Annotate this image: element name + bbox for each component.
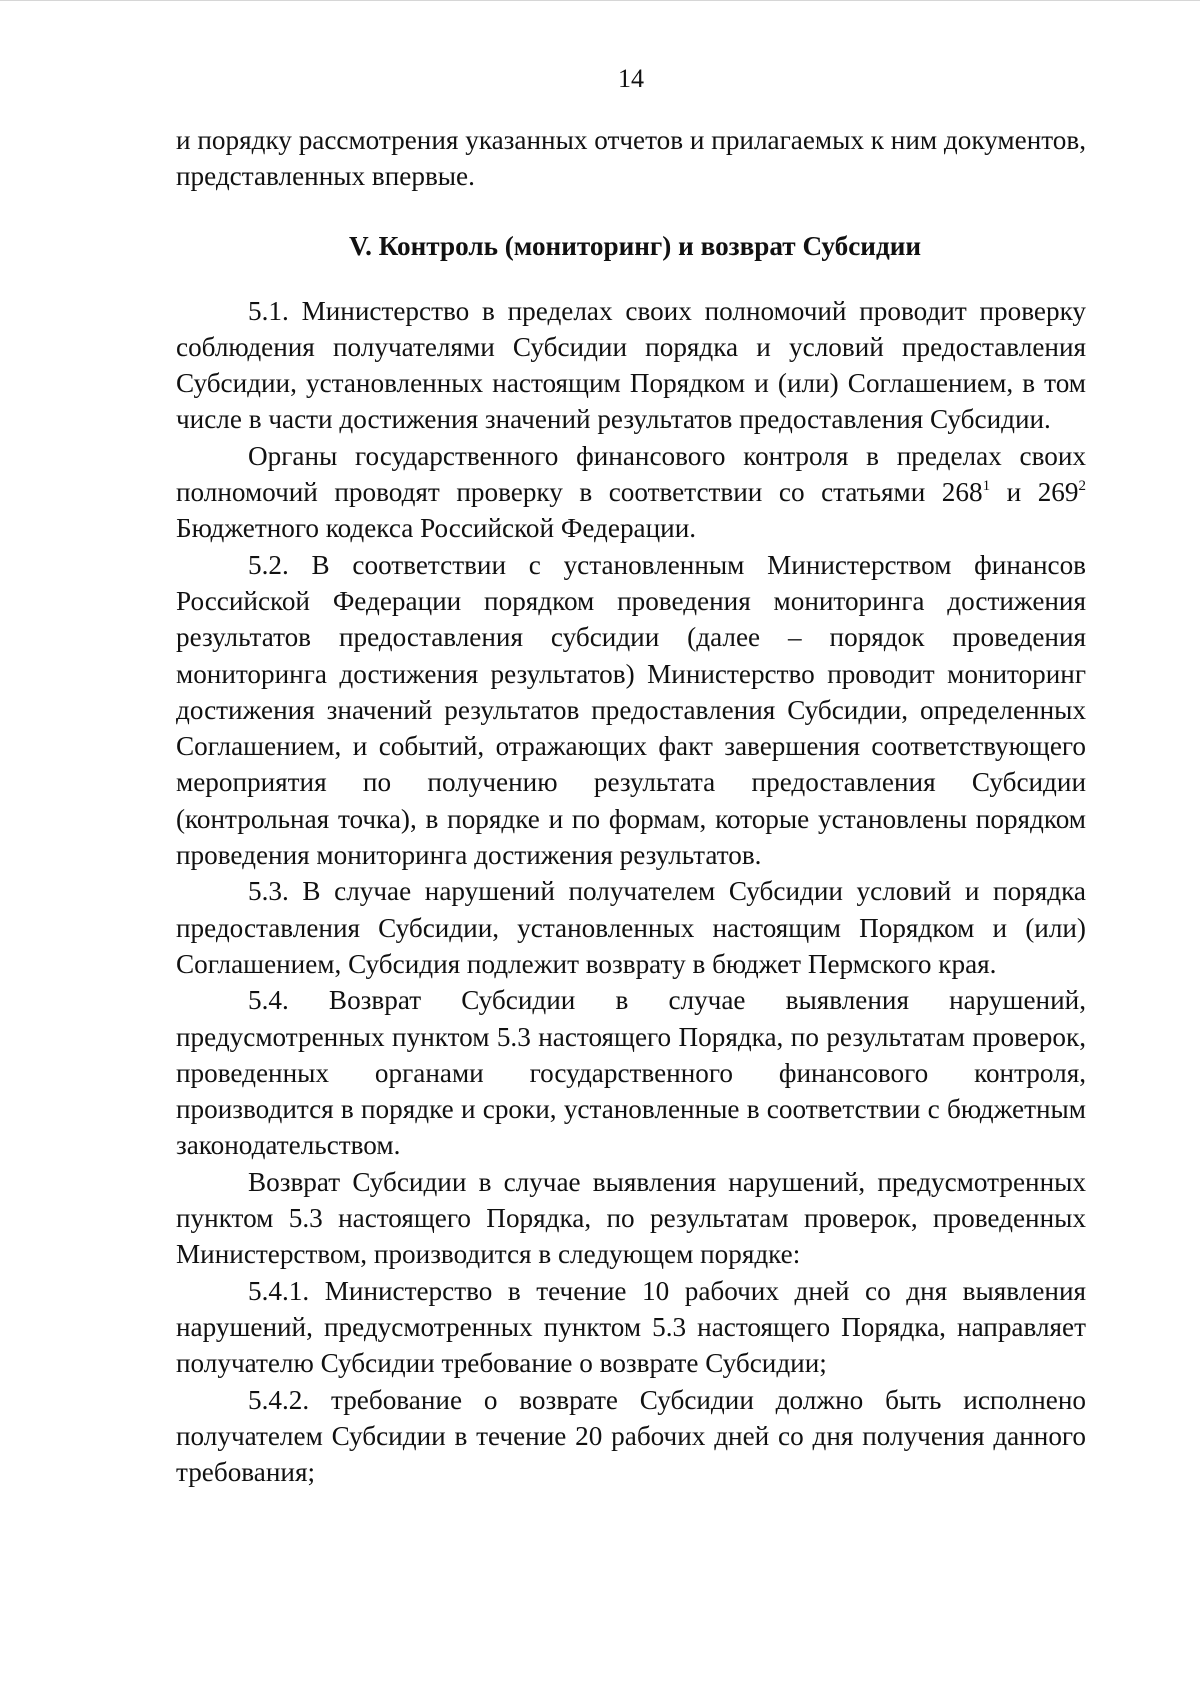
paragraph-5-1-control-bodies-text-2: и 269: [990, 477, 1079, 508]
paragraph-5-3: 5.3. В случае нарушений получателем Субсидии условий и порядка предоставления Субсидии, установленных настоящим Порядком и (или) Соглашением, Субсидия подлежит возврату в бюджет Пермского края.: [176, 876, 1086, 979]
superscript-269-index: 2: [1078, 478, 1086, 495]
paragraph-5-1: 5.1. Министерство в пределах своих полномочий проводит проверку соблюдения получателями Субсидии порядка и условий предоставления Субсидии, установленных настоящим Порядком и (или) Соглашением, в том числе в части достижения значений результатов предоставления Субсидии.: [176, 295, 1086, 435]
document-body: [176, 122, 1086, 1490]
superscript-268-index: 1: [982, 478, 991, 495]
paragraph-5-1-control-bodies-text-3: Бюджетного кодекса Российской Федерации.: [176, 513, 697, 544]
section-heading: V. Контроль (мониторинг) и возврат Субсидии: [348, 230, 922, 261]
paragraph-5-1-control-bodies: [176, 438, 1086, 547]
paragraph-5-2: 5.2. В соответствии с установленным Министерством финансов Российской Федерации порядком проведения мониторинга достижения результатов предоставления субсидии (далее – порядок проведения мониторинга достижения результатов) Министерство проводит мониторинг достижения значений результатов предоставления Субсидии, определенных Соглашением, и событий, отражающих факт завершения соответствующего мероприятия по получению результата предоставления Субсидии (контрольная точка), в порядке и по формам, которые установлены порядком проведения мониторинга достижения результатов.: [176, 549, 1086, 871]
intro-paragraph: и порядку рассмотрения указанных отчетов и прилагаемых к ним документов, представленных впервые.: [176, 125, 1086, 192]
page-number: 14: [618, 64, 644, 93]
paragraph-5-4-1: 5.4.1. Министерство в течение 10 рабочих дней со дня выявления нарушений, предусмотренных пунктом 5.3 настоящего Порядка, направляет получателю Субсидии требование о возврате Субсидии;: [176, 1275, 1086, 1379]
paragraph-5-4-procedure: Возврат Субсидии в случае выявления нарушений, предусмотренных пунктом 5.3 настоящего Порядка, по результатам проверок, проведенных Министерством, производится в следующем порядке:: [176, 1166, 1086, 1270]
paragraph-5-4-2: 5.4.2. требование о возврате Субсидии должно быть исполнено получателем Субсидии в течение 20 рабочих дней со дня получения данного требования;: [176, 1384, 1086, 1488]
paragraph-5-1-control-bodies-text-1: Органы государственного финансового контроля в пределах своих полномочий проводят проверку в соответствии со статьями 268: [176, 440, 1086, 508]
paragraph-5-4: 5.4. Возврат Субсидии в случае выявления нарушений, предусмотренных пунктом 5.3 настоящего Порядка, по результатам проверок, проведенных органами государственного финансового контроля, производится в порядке и сроки, установленные в соответствии с бюджетным законодательством.: [176, 985, 1086, 1161]
